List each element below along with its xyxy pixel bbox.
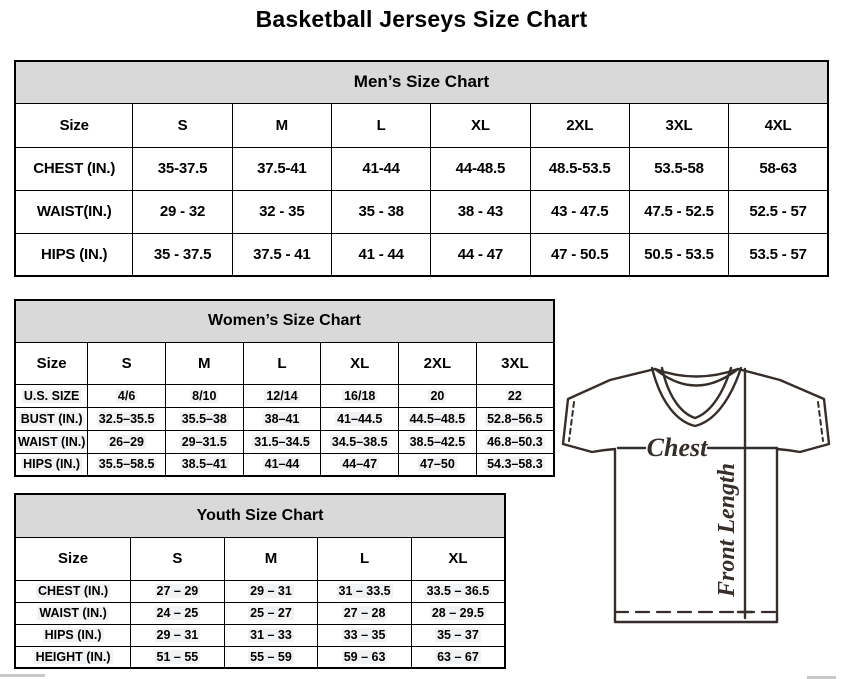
row-label-cell: [15, 453, 88, 476]
collar-back-curve: [655, 369, 738, 377]
value: 32.5–35.5: [98, 411, 155, 426]
front-length-label: Front Length: [714, 462, 740, 598]
value-cell: [431, 233, 530, 276]
value: 31 – 33.5: [338, 584, 391, 598]
size-col-header: L: [243, 342, 321, 384]
table-row: [15, 233, 828, 276]
value: 27 – 28: [343, 606, 386, 620]
value: 63 – 67: [437, 649, 479, 664]
size-col-header: 3XL: [629, 103, 728, 147]
value-cell: [224, 646, 318, 668]
row-label: HIPS (IN.): [23, 457, 81, 472]
value-cell: [165, 430, 243, 453]
value: 35 - 37.5: [153, 245, 212, 263]
value-cell: [399, 430, 477, 453]
value: 47.5 - 52.5: [644, 203, 714, 220]
value: 24 – 25: [156, 606, 199, 620]
value: 38.5–42.5: [409, 434, 466, 449]
size-header-cell: Size: [15, 537, 131, 580]
value: 41 - 44: [358, 245, 404, 263]
value: 35.5–38: [181, 411, 227, 426]
value-cell: [629, 233, 728, 276]
value: 33.5 – 36.5: [426, 584, 490, 598]
chest-label: Chest: [646, 433, 708, 462]
value: 35 – 37: [437, 628, 479, 642]
value: 4/6: [117, 388, 136, 403]
value-cell: [321, 430, 399, 453]
table-row: [15, 602, 505, 624]
value-cell: [331, 190, 430, 233]
value-cell: [399, 384, 477, 407]
value: 41-44: [362, 160, 400, 177]
size-col-header: 4XL: [729, 103, 828, 147]
value: 35 - 38: [358, 203, 404, 220]
value-cell: [476, 384, 554, 407]
left-cuff-seam: [569, 402, 574, 441]
value: 38.5–41: [181, 457, 227, 472]
value-cell: [131, 624, 225, 646]
size-col-header: M: [165, 342, 243, 384]
value: 22: [507, 388, 522, 403]
value-cell: [321, 407, 399, 430]
value: 29–31.5: [181, 434, 227, 449]
value: 43 - 47.5: [551, 203, 609, 220]
table-row: [15, 407, 554, 430]
table-title: Women’s Size Chart: [15, 300, 554, 342]
row-label: HIPS (IN.): [41, 245, 108, 263]
value: 29 - 32: [159, 203, 206, 220]
row-label-cell: [15, 233, 133, 276]
value: 8/10: [192, 388, 217, 403]
size-col-header: L: [318, 537, 412, 580]
value-cell: [165, 407, 243, 430]
size-header-cell: Size: [15, 103, 133, 147]
row-label-cell: [15, 384, 88, 407]
row-label-cell: [15, 190, 133, 233]
value-cell: [629, 147, 728, 190]
value-cell: [318, 646, 412, 668]
value-cell: [131, 580, 225, 602]
value-cell: [318, 602, 412, 624]
table-row: [15, 384, 554, 407]
value-cell: [232, 190, 331, 233]
value: 16/18: [344, 388, 376, 403]
youth-size-chart-table: [14, 493, 506, 669]
row-label: HEIGHT (IN.): [35, 649, 111, 664]
value-cell: [399, 453, 477, 476]
value-cell: [411, 624, 505, 646]
value-cell: [321, 384, 399, 407]
size-col-header: M: [224, 537, 318, 580]
value-cell: [88, 407, 166, 430]
table-title: Men’s Size Chart: [15, 61, 828, 103]
value: 25 – 27: [250, 606, 292, 620]
row-label: WAIST (IN.): [39, 606, 107, 620]
value-cell: [318, 580, 412, 602]
table-row: [15, 430, 554, 453]
value: 55 – 59: [250, 649, 292, 664]
value-cell: [133, 147, 232, 190]
row-label-cell: [15, 147, 133, 190]
jersey-measurement-diagram: [556, 360, 836, 628]
value: 58-63: [759, 160, 797, 177]
value: 31 – 33: [250, 628, 292, 642]
value-cell: [530, 190, 629, 233]
table-row: [15, 453, 554, 476]
value-cell: [224, 602, 318, 624]
value: 44.5–48.5: [409, 411, 466, 426]
value: 34.5–38.5: [331, 434, 388, 449]
value-cell: [411, 580, 505, 602]
size-col-header: S: [133, 103, 232, 147]
value-cell: [224, 580, 318, 602]
value: 44–47: [342, 457, 378, 472]
row-label: BUST (IN.): [20, 411, 83, 426]
value-cell: [431, 147, 530, 190]
value-cell: [232, 233, 331, 276]
value-cell: [530, 233, 629, 276]
value: 31.5–34.5: [254, 434, 310, 449]
value: 46.8–50.3: [487, 434, 543, 449]
size-col-header: XL: [411, 537, 505, 580]
value: 47–50: [420, 457, 455, 472]
size-col-header: S: [88, 342, 166, 384]
table-row: [15, 624, 505, 646]
value-cell: [133, 233, 232, 276]
size-col-header: S: [131, 537, 225, 580]
value: 32 - 35: [259, 203, 305, 220]
value-cell: [243, 407, 321, 430]
jersey-outline: [563, 369, 829, 622]
value-cell: [88, 453, 166, 476]
row-label-cell: [15, 646, 131, 668]
value: 52.5 - 57: [749, 203, 807, 220]
row-label: HIPS (IN.): [44, 628, 102, 642]
row-label-cell: [15, 624, 131, 646]
value: 47 - 50.5: [551, 245, 609, 263]
value: 29 – 31: [250, 584, 292, 598]
size-col-header: 3XL: [476, 342, 554, 384]
size-col-header: 2XL: [530, 103, 629, 147]
size-header-cell: Size: [15, 342, 88, 384]
row-label-cell: [15, 407, 88, 430]
value: 59 – 63: [343, 649, 386, 664]
value: 27 – 29: [156, 584, 199, 598]
value: 50.5 - 53.5: [644, 245, 714, 263]
jersey-icon: [556, 360, 836, 628]
row-label-cell: [15, 580, 131, 602]
value: 37.5-41: [257, 160, 307, 177]
value-cell: [411, 602, 505, 624]
value-cell: [399, 407, 477, 430]
value-cell: [530, 147, 629, 190]
value: 33 – 35: [343, 628, 386, 642]
row-label: WAIST (IN.): [18, 434, 86, 449]
value-cell: [131, 602, 225, 624]
size-col-header: XL: [321, 342, 399, 384]
size-col-header: 2XL: [399, 342, 477, 384]
value-cell: [224, 624, 318, 646]
row-label: U.S. SIZE: [23, 388, 80, 403]
value-cell: [88, 430, 166, 453]
row-label: CHEST (IN.): [33, 160, 116, 177]
value-cell: [232, 147, 331, 190]
value: 53.5 - 57: [749, 245, 807, 263]
value: 53.5-58: [654, 160, 704, 177]
value-cell: [243, 430, 321, 453]
value-cell: [729, 147, 828, 190]
value: 29 – 31: [156, 628, 199, 642]
womens-size-chart-table: [14, 299, 555, 477]
value-cell: [243, 453, 321, 476]
value-cell: [729, 190, 828, 233]
value-cell: [476, 430, 554, 453]
table-row: [15, 580, 505, 602]
value-cell: [131, 646, 225, 668]
value-cell: [431, 190, 530, 233]
value-cell: [331, 147, 430, 190]
value: 12/14: [266, 388, 298, 403]
value: 44 - 47: [457, 245, 504, 263]
value: 54.3–58.3: [487, 457, 543, 472]
table-row: [15, 646, 505, 668]
value: 41–44.5: [337, 411, 383, 426]
value-cell: [331, 233, 430, 276]
hscrollbar-left-fragment: [0, 674, 45, 677]
value: 41–44: [264, 457, 300, 472]
value: 38 - 43: [457, 203, 504, 220]
value: 26–29: [109, 434, 144, 449]
value-cell: [243, 384, 321, 407]
row-label: WAIST(IN.): [36, 203, 112, 220]
size-col-header: L: [331, 103, 430, 147]
value: 20: [430, 388, 445, 403]
table-title: Youth Size Chart: [15, 494, 505, 537]
value-cell: [165, 384, 243, 407]
value: 52.8–56.5: [487, 411, 543, 426]
size-col-header: M: [232, 103, 331, 147]
value: 35.5–58.5: [98, 457, 155, 472]
value-cell: [476, 407, 554, 430]
value: 28 – 29.5: [431, 606, 484, 620]
right-cuff-seam: [818, 402, 823, 441]
value-cell: [411, 646, 505, 668]
value-cell: [318, 624, 412, 646]
value-cell: [165, 453, 243, 476]
value-cell: [133, 190, 232, 233]
size-col-header: XL: [431, 103, 530, 147]
mens-size-chart-table: [14, 60, 829, 277]
value: 51 – 55: [156, 649, 199, 664]
value: 38–41: [264, 411, 300, 426]
row-label-cell: [15, 430, 88, 453]
value-cell: [476, 453, 554, 476]
value-cell: [321, 453, 399, 476]
row-label-cell: [15, 602, 131, 624]
value-cell: [729, 233, 828, 276]
value: 48.5-53.5: [548, 160, 611, 177]
value: 35-37.5: [157, 160, 208, 177]
table-row: [15, 190, 828, 233]
table-row: [15, 147, 828, 190]
value: 37.5 - 41: [253, 245, 311, 263]
value-cell: [88, 384, 166, 407]
page-title: Basketball Jerseys Size Chart: [255, 6, 588, 32]
value: 44-48.5: [455, 160, 506, 177]
value-cell: [629, 190, 728, 233]
row-label: CHEST (IN.): [37, 584, 109, 598]
